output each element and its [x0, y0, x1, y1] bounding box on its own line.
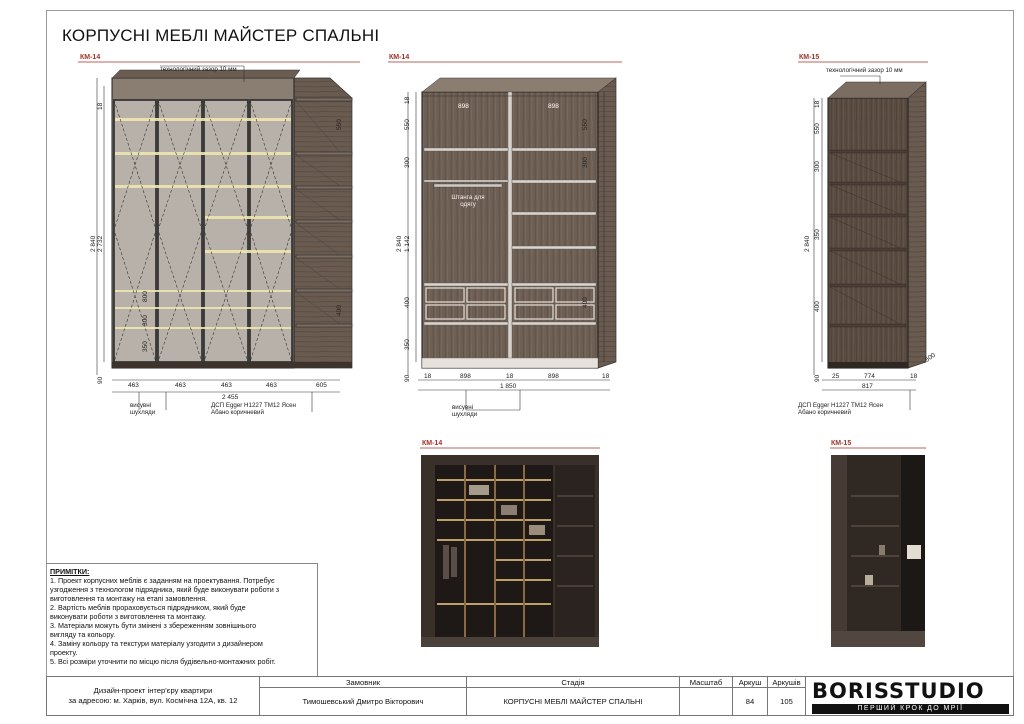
dim-mid-bottom: 90: [404, 374, 411, 382]
label-drawers-mid: висувні шухляди: [452, 404, 478, 419]
dim-bottom: 90: [97, 376, 104, 384]
dim-r-400: 400: [814, 301, 821, 312]
dim-r-b1: 25: [832, 373, 840, 380]
notes-panel: [46, 563, 318, 676]
dim-r-b2: 774: [864, 373, 875, 380]
dim-mid-sec2: 898: [548, 103, 559, 110]
note-line: узгодження з технологом підрядника, який буде виконувати роботи з: [50, 585, 280, 594]
dim-mid-b3: 18: [506, 373, 514, 380]
dim-mid-350: 350: [404, 339, 411, 350]
render-photo-km14: [421, 455, 599, 647]
dim-mid-550-right: 550: [582, 119, 589, 130]
dim-r-550: 550: [814, 123, 821, 134]
project-cell: [46, 676, 260, 716]
dim-r-300: 300: [814, 161, 821, 172]
stage-head: Стадія: [466, 676, 680, 688]
sheets-value: 105: [767, 687, 806, 716]
dim-mid-b1: 18: [424, 373, 432, 380]
dim-r-depth: 500: [924, 351, 937, 364]
view-tag-km14-left: КМ-14: [80, 54, 101, 61]
customer-head: Замовник: [259, 676, 467, 688]
scale-head: Масштаб: [679, 676, 733, 688]
dim-r-height-total: 2 840: [804, 235, 811, 252]
dim-r-bottom: 90: [814, 374, 821, 382]
scale-value: [679, 687, 733, 716]
wardrobe-km14-front-view: [97, 66, 352, 412]
gap-note-left: технологічний зазор 10 мм: [160, 66, 237, 73]
note-line: 3. Матеріали можуть бути змінені з збереженням зовнішнього: [50, 621, 257, 630]
note-line: вигляду та кольору.: [50, 630, 116, 639]
dim-w5: 605: [316, 382, 327, 389]
project-line1: Дизайн-проект інтер'єру квартири: [93, 685, 213, 695]
dim-w2: 463: [175, 382, 186, 389]
dim-550-side: 550: [336, 119, 343, 130]
dim-height-inner: 2 732: [97, 235, 104, 252]
note-line: виконувати роботи з виготовлення та монтажу.: [50, 612, 207, 621]
dim-mid-400-right: 400: [582, 297, 589, 308]
dim-mid-550: 550: [404, 119, 411, 130]
render-photo-km15: [831, 455, 925, 647]
notes-heading: ПРИМІТКИ:: [50, 567, 90, 576]
dim-w4: 463: [266, 382, 277, 389]
project-line2: за адресою: м. Харків, вул. Космічна 12А, кв. 12: [68, 696, 238, 705]
note-line: виготовлення та монтажу на етапі замовлення.: [50, 594, 208, 603]
dim-350-left: 350: [142, 341, 149, 352]
dim-400-side: 400: [336, 305, 343, 316]
dim-mid-sec1: 898: [458, 103, 469, 110]
dim-top: 18: [97, 102, 104, 110]
dim-mid-400: 400: [404, 297, 411, 308]
studio-logo: [805, 676, 1014, 716]
dim-r-top: 18: [814, 100, 821, 108]
dim-mid-b2: 898: [460, 373, 471, 380]
brand-slogan: ПЕРШИЙ КРОК ДО МРІЇ: [812, 704, 1009, 714]
dim-mid-300-right: 300: [582, 157, 589, 168]
label-rail: Штанга для одягу: [451, 194, 485, 209]
note-line: 5. Всі розміри уточнити по місцю після будівельно-монтажних робіт.: [50, 657, 276, 666]
view-tag-photo-km14: КМ-14: [422, 440, 443, 447]
wardrobe-km15-view: [814, 76, 926, 410]
sheets-head: Аркушів: [767, 676, 806, 688]
dim-300: 300: [142, 315, 149, 326]
customer-value: Тимошевський Дмитро Вікторович: [259, 687, 467, 716]
dim-mid-width-total: 1 850: [500, 383, 517, 390]
dim-w1: 463: [128, 382, 139, 389]
label-material-right: ДСП Egger H1227 ТМ12 Ясен Абано коричневий: [798, 402, 883, 417]
note-line: 4. Заміну кольору та текстури матеріалу узгодити з дизайнером: [50, 639, 263, 648]
dim-mid-b5: 18: [602, 373, 610, 380]
sheet-value: 84: [732, 687, 768, 716]
note-line: проекту.: [50, 648, 78, 657]
sheet-head: Аркуш: [732, 676, 768, 688]
label-material-left: ДСП Egger H1227 ТМ12 Ясен Абано коричневий: [211, 402, 296, 417]
page-title: КОРПУСНІ МЕБЛІ МАЙСТЕР СПАЛЬНІ: [62, 26, 380, 45]
dim-mid-height-total: 2 840: [396, 235, 403, 252]
view-tag-km15: КМ-15: [799, 54, 820, 61]
stage-value: КОРПУСНІ МЕБЛІ МАЙСТЕР СПАЛЬНІ: [466, 687, 680, 716]
dim-800: 800: [142, 291, 149, 302]
dim-r-b3: 18: [910, 373, 918, 380]
brand-name: BORISSTUDIO: [812, 679, 985, 703]
gap-note-right: технологічний зазор 10 мм: [826, 67, 903, 74]
dim-mid-top: 18: [404, 96, 411, 104]
dim-w3: 463: [221, 382, 232, 389]
note-line: 1. Проект корпусних меблів є заданням на проектування. Потребує: [50, 576, 275, 585]
dim-mid-b4: 898: [548, 373, 559, 380]
dim-mid-height-inner: 1 142: [404, 235, 411, 252]
note-line: 2. Вартість меблів прораховується підрядником, який буде: [50, 603, 246, 612]
label-drawers-left: висувні шухляди: [130, 402, 156, 417]
view-tag-photo-km15: КМ-15: [831, 440, 852, 447]
view-tag-km14-mid: КМ-14: [389, 54, 410, 61]
dim-height-total: 2 840: [90, 235, 97, 252]
dim-r-350: 350: [814, 229, 821, 240]
dim-width-total: 2 455: [222, 394, 239, 401]
dim-mid-300: 300: [404, 157, 411, 168]
dim-r-width-total: 817: [862, 383, 873, 390]
